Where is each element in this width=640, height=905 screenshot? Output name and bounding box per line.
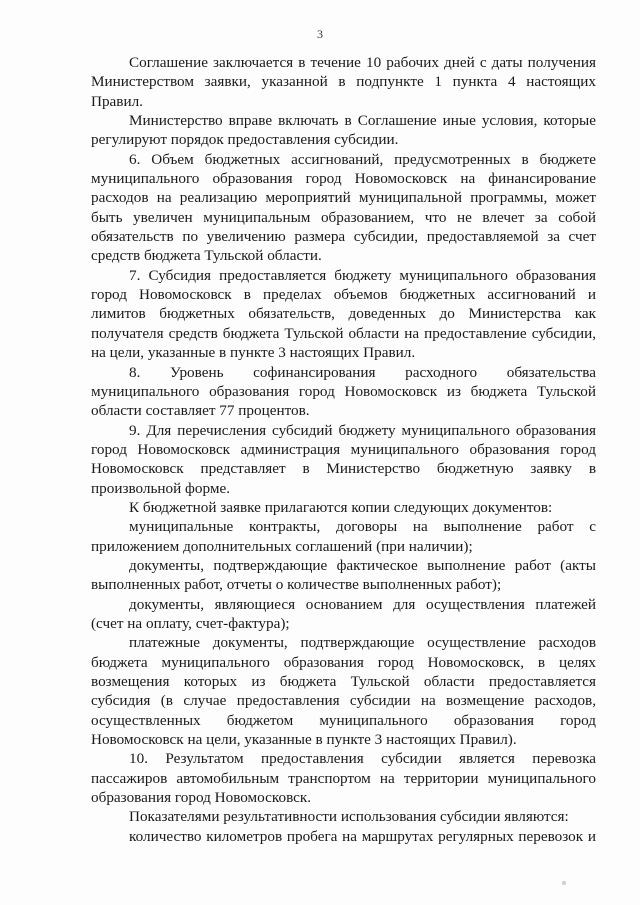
page-number: 3	[317, 27, 323, 41]
scan-speck	[562, 881, 566, 885]
paragraph-item-6: 6. Объем бюджетных ассигнований, предусмотренных в бюджете муниципального образования город Новомосковск на финансирование расходов на реализацию мероприятий муниципальной программы, может быть увеличен муниципальным образованием, что не влечет за собой обязательств по увеличению размера субсидии, предоставляемой за счет средств бюджета Тульской области.	[91, 150, 596, 265]
paragraph-attachments-intro: К бюджетной заявке прилагаются копии следующих документов:	[129, 498, 553, 516]
paragraph-kilometers: количество километров пробега на маршрутах регулярных перевозок и	[129, 827, 596, 845]
paragraph-payment-documents: платежные документы, подтверждающие осуществление расходов бюджета муниципального образования город Новомосковск, в целях возмещения которых из бюджета Тульской области предоставляется субсидия (в случае предоставления субсидии на возмещение расходов, осуществленных бюджетом муниципального образования город Новомосковск на цели, указанные в пункте 3 настоящих Правил).	[91, 634, 596, 749]
paragraph-payment-basis: документы, являющиеся основанием для осуществления платежей (счет на оплату, счет-фактура);	[91, 595, 596, 632]
document-body	[91, 53, 596, 846]
paragraph-agreement-term: Соглашение заключается в течение 10 рабочих дней с даты получения Министерством заявки, указанной в подпункте 1 пункта 4 настоящих Правил.	[91, 54, 596, 110]
paragraph-contracts: муниципальные контракты, договоры на выполнение работ с приложением дополнительных соглашений (при наличии);	[91, 518, 596, 555]
paragraph-agreement-conditions: Министерство вправе включать в Соглашение иные условия, которые регулируют порядок предоставления субсидии.	[91, 112, 596, 149]
paragraph-item-7: 7. Субсидия предоставляется бюджету муниципального образования город Новомосковск в пределах объемов бюджетных ассигнований и лимитов бюджетных обязательств, доведенных до Министерства как получателя средств бюджета Тульской области на предоставление субсидии, на цели, указанные в пункте 3 настоящих Правил.	[91, 266, 596, 362]
paragraph-item-8: 8. Уровень софинансирования расходного обязательства муниципального образования город Новомосковск из бюджета Тульской области составляет 77 процентов.	[91, 363, 596, 420]
paragraph-work-documents: документы, подтверждающие фактическое выполнение работ (акты выполненных работ, отчеты о количестве выполненных работ);	[91, 556, 596, 594]
paragraph-item-10: 10. Результатом предоставления субсидии является перевозка пассажиров автомобильным транспортом на территории муниципального образования город Новомосковск.	[91, 750, 596, 807]
paragraph-indicators: Показателями результативности использования субсидии являются:	[129, 808, 569, 826]
paragraph-item-9: 9. Для перечисления субсидий бюджету муниципального образования город Новомосковск администрация муниципального образования город Новомосковск представляет в Министерство бюджетную заявку в произвольной форме.	[91, 421, 596, 497]
